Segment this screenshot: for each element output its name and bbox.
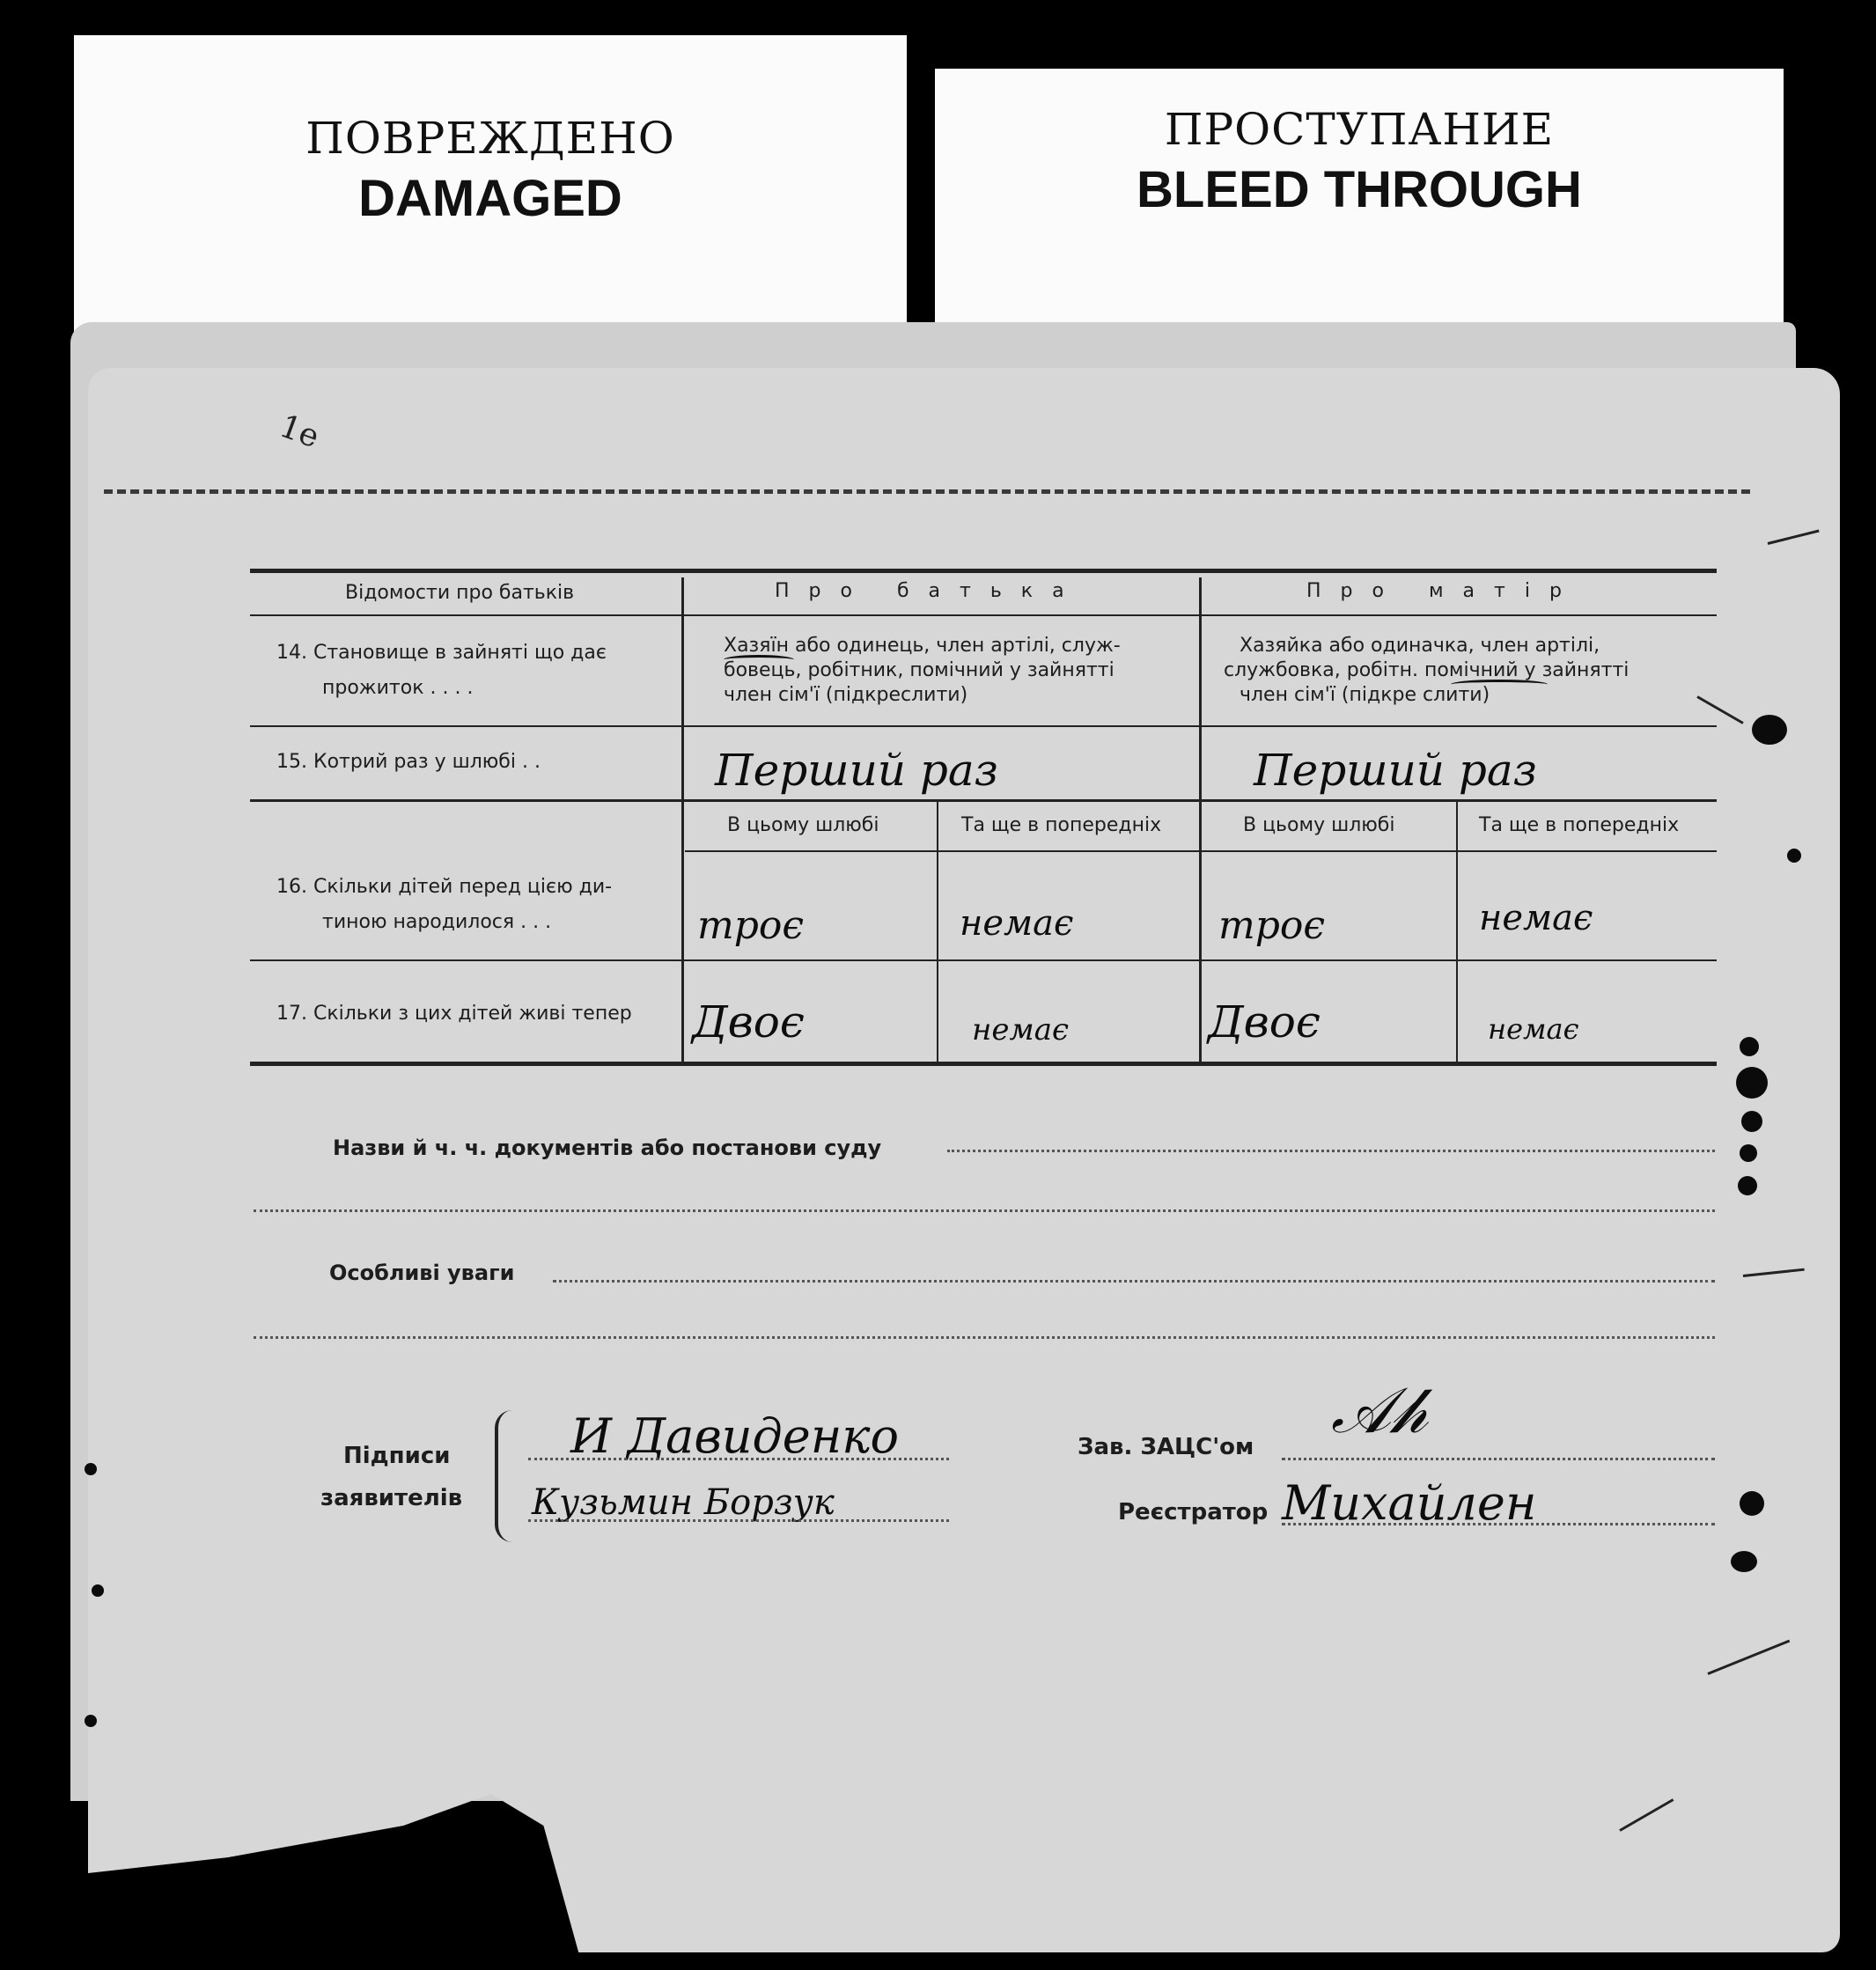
document-sheet — [88, 368, 1840, 1952]
bleed-stamp-en: BLEED THROUGH — [1137, 161, 1582, 218]
row17-label: 17. Скільки з цих дітей живі тепер — [276, 1003, 632, 1025]
sub-this-marriage-m: В цьому шлюбі — [1243, 814, 1395, 836]
row14-mother-1: Хазяйка або одиначка, член артілі, — [1240, 635, 1600, 657]
documents-line — [947, 1150, 1715, 1152]
notes-label: Особливі уваги — [329, 1261, 515, 1285]
punch-hole — [1740, 1491, 1764, 1516]
applicants-brace — [495, 1410, 523, 1542]
row14-father-1: Хазяїн або одинець, член артілі, служ- — [724, 635, 1121, 657]
header-mother: Про матір — [1306, 580, 1581, 602]
applicants-label-1: Підписи — [343, 1443, 451, 1469]
damaged-stamp-en: DAMAGED — [358, 170, 622, 227]
row14-mother-3: член сім'ї (підкре слити) — [1240, 684, 1490, 706]
punch-hole — [1731, 1551, 1757, 1572]
table-rule — [250, 1062, 1717, 1066]
corner-mark: 1е — [275, 408, 324, 456]
sub-this-marriage-f: В цьому шлюбі — [727, 814, 879, 836]
row16-label-1: 16. Скільки дітей перед цією ди- — [276, 876, 613, 898]
applicant1-line — [528, 1458, 949, 1460]
punch-hole — [1787, 849, 1801, 863]
documents-line-2 — [254, 1209, 1715, 1212]
table-rule — [250, 959, 1717, 961]
mother-underline — [1451, 680, 1548, 689]
row14-father-2: бовець, робітник, помічний у зайнятті — [724, 659, 1115, 681]
row17-f-prev: немає — [972, 1012, 1070, 1047]
table-rule — [1456, 801, 1458, 1063]
row17-m-prev: немає — [1488, 1012, 1579, 1046]
punch-hole — [1736, 1067, 1768, 1099]
punch-hole — [85, 1463, 97, 1475]
row15-label: 15. Котрий раз у шлюбі . . — [276, 751, 541, 773]
head-line — [1282, 1458, 1715, 1460]
punch-hole — [1738, 1176, 1757, 1195]
table-rule — [1199, 577, 1202, 1063]
registrar-line — [1282, 1523, 1715, 1525]
row17-m-this: Двоє — [1208, 996, 1321, 1047]
row16-m-this: троє — [1218, 903, 1326, 948]
punch-hole — [1740, 1037, 1759, 1056]
documents-label: Назви й ч. ч. документів або постанови суду — [333, 1136, 882, 1160]
sub-previous-f: Та ще в попередніх — [961, 814, 1162, 836]
row14-label-1: 14. Становище в зайняті що дає — [276, 642, 607, 664]
registrar-label: Реєстратор — [1118, 1499, 1269, 1525]
header-father: Про батька — [775, 580, 1084, 602]
table-rule — [250, 614, 1717, 616]
table-rule — [250, 725, 1717, 727]
punch-hole — [85, 1715, 97, 1727]
header-parents-info: Відомости про батьків — [345, 582, 575, 604]
registrar-signature: Михайлен — [1282, 1475, 1537, 1531]
punch-hole — [1741, 1111, 1762, 1132]
row14-label-2: прожиток . . . . — [322, 677, 474, 699]
applicant2-line — [528, 1519, 949, 1522]
row16-f-this: троє — [697, 903, 805, 948]
row14-father-3: член сім'ї (підкреслити) — [724, 684, 968, 706]
head-signature: 𝒜𝒽 — [1331, 1373, 1428, 1447]
bleed-stamp-ru: ПРОСТУПАНИЕ — [1164, 104, 1555, 155]
father-underline — [724, 655, 794, 665]
row15-mother-hand: Перший раз — [1254, 745, 1537, 796]
row15-father-hand: Перший раз — [715, 745, 998, 796]
row16-m-prev: немає — [1479, 898, 1593, 938]
tear-line — [104, 489, 1750, 494]
punch-hole — [1752, 715, 1787, 745]
table-rule — [937, 801, 938, 1063]
table-rule — [250, 569, 1717, 573]
punch-hole — [1740, 1144, 1757, 1162]
table-rule — [250, 799, 1717, 802]
notes-line — [553, 1280, 1715, 1283]
sub-previous-m: Та ще в попередніх — [1479, 814, 1680, 836]
head-label: Зав. ЗАЦС'ом — [1078, 1434, 1254, 1460]
row17-f-this: Двоє — [692, 996, 805, 1047]
applicant2-signature: Кузьмин Борзук — [532, 1482, 835, 1523]
applicants-label-2: заявителів — [320, 1485, 463, 1511]
row14-mother-2: службовка, робітн. помічний у зайнятті — [1224, 659, 1630, 681]
table-rule — [681, 577, 684, 1063]
punch-hole — [92, 1584, 104, 1597]
row16-f-prev: немає — [960, 903, 1074, 944]
applicant1-signature: И Давиденко — [570, 1408, 900, 1464]
damaged-stamp-ru: ПОВРЕЖДЕНО — [305, 113, 675, 164]
row16-label-2: тиною народилося . . . — [322, 911, 552, 933]
notes-line-2 — [254, 1336, 1715, 1339]
